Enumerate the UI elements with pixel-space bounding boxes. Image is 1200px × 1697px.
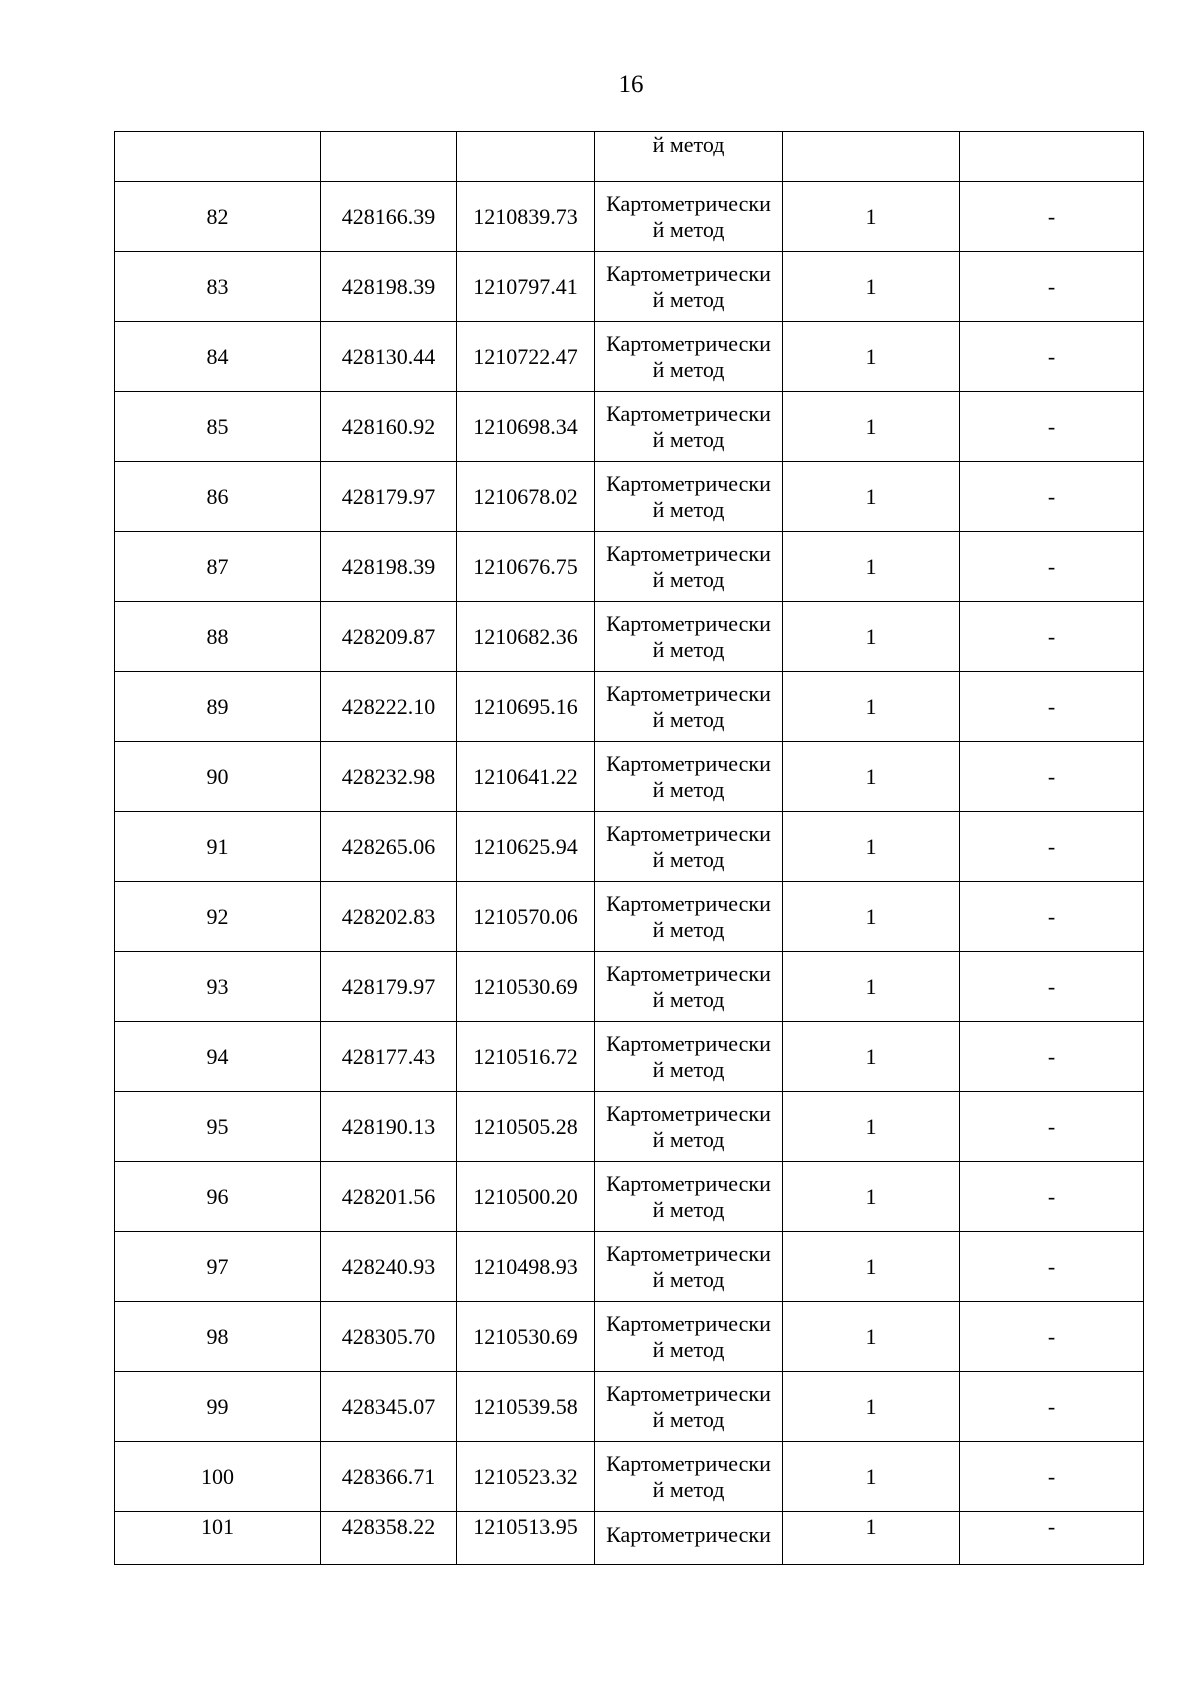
y-cell: 1210516.72 [457,1022,595,1092]
table-row [115,812,1144,882]
accuracy-cell: 1 [783,602,960,672]
method-text: Картометрически й метод [606,1380,771,1432]
page-number: 16 [618,71,644,98]
y-cell: 1210625.94 [457,812,595,882]
method-text: Картометрически [606,1522,771,1547]
description-cell: - [960,602,1144,672]
y-cell: 1210676.75 [457,532,595,602]
accuracy-cell: 1 [783,952,960,1022]
point-cell: 86 [115,462,321,532]
method-text: Картометрически й метод [606,1170,771,1222]
table-row [115,742,1144,812]
table-row [115,322,1144,392]
point-cell: 95 [115,1092,321,1162]
accuracy-cell: 1 [783,322,960,392]
y-cell [457,132,595,182]
method-cell [595,602,783,672]
method-cell [595,1022,783,1092]
method-text: Картометрически й метод [606,890,771,942]
coordinates-table [114,131,1144,1565]
accuracy-cell: 1 [783,1162,960,1232]
accuracy-cell: 1 [783,1372,960,1442]
point-cell: 98 [115,1302,321,1372]
x-cell: 428198.39 [321,532,457,602]
accuracy-cell: 1 [783,1092,960,1162]
method-cell [595,182,783,252]
x-cell: 428198.39 [321,252,457,322]
y-cell: 1210797.41 [457,252,595,322]
table-row [115,952,1144,1022]
accuracy-cell: 1 [783,1442,960,1512]
x-cell: 428190.13 [321,1092,457,1162]
x-cell: 428358.22 [321,1512,457,1565]
method-text: й метод [652,132,725,157]
table-row [115,1092,1144,1162]
table-row [115,392,1144,462]
method-text: Картометрически й метод [606,470,771,522]
method-cell [595,742,783,812]
accuracy-cell: 1 [783,182,960,252]
point-cell: 91 [115,812,321,882]
accuracy-cell: 1 [783,462,960,532]
point-cell: 101 [115,1512,321,1565]
description-cell: - [960,1022,1144,1092]
x-cell: 428166.39 [321,182,457,252]
method-text: Картометрически й метод [606,1030,771,1082]
x-cell: 428179.97 [321,952,457,1022]
description-cell: - [960,742,1144,812]
method-cell [595,462,783,532]
description-cell: - [960,392,1144,462]
description-cell: - [960,252,1144,322]
method-text: Картометрически й метод [606,540,771,592]
x-cell: 428209.87 [321,602,457,672]
x-cell: 428366.71 [321,1442,457,1512]
description-cell: - [960,1232,1144,1302]
x-cell [321,132,457,182]
accuracy-cell: 1 [783,252,960,322]
point-cell: 83 [115,252,321,322]
accuracy-cell: 1 [783,1302,960,1372]
table-body [115,132,1144,1565]
x-cell: 428240.93 [321,1232,457,1302]
description-cell: - [960,952,1144,1022]
method-text: Картометрически й метод [606,610,771,662]
method-text: Картометрически й метод [606,1310,771,1362]
accuracy-cell: 1 [783,882,960,952]
method-cell [595,1512,783,1565]
table-row [115,462,1144,532]
description-cell: - [960,462,1144,532]
point-cell: 93 [115,952,321,1022]
point-cell: 99 [115,1372,321,1442]
method-cell [595,812,783,882]
method-cell [595,1092,783,1162]
table-row [115,882,1144,952]
y-cell: 1210698.34 [457,392,595,462]
y-cell: 1210678.02 [457,462,595,532]
method-cell [595,1442,783,1512]
method-text: Картометрически й метод [606,190,771,242]
method-cell [595,952,783,1022]
accuracy-cell: 1 [783,1512,960,1565]
method-text: Картометрически й метод [606,1100,771,1152]
y-cell: 1210570.06 [457,882,595,952]
description-cell: - [960,182,1144,252]
x-cell: 428305.70 [321,1302,457,1372]
table-row [115,1372,1144,1442]
y-cell: 1210500.20 [457,1162,595,1232]
method-text: Картометрически й метод [606,680,771,732]
x-cell: 428232.98 [321,742,457,812]
accuracy-cell: 1 [783,1022,960,1092]
point-cell: 85 [115,392,321,462]
y-cell: 1210641.22 [457,742,595,812]
x-cell: 428201.56 [321,1162,457,1232]
method-text: Картометрически й метод [606,1240,771,1292]
y-cell: 1210530.69 [457,1302,595,1372]
point-cell: 92 [115,882,321,952]
method-text: Картометрически й метод [606,260,771,312]
y-cell: 1210505.28 [457,1092,595,1162]
x-cell: 428202.83 [321,882,457,952]
y-cell: 1210513.95 [457,1512,595,1565]
point-cell: 82 [115,182,321,252]
table-row [115,1232,1144,1302]
method-cell [595,882,783,952]
method-cell [595,322,783,392]
method-text: Картометрически й метод [606,330,771,382]
y-cell: 1210539.58 [457,1372,595,1442]
method-cell [595,392,783,462]
description-cell: - [960,1372,1144,1442]
method-cell [595,1162,783,1232]
point-cell [115,132,321,182]
method-text: Картометрически й метод [606,400,771,452]
y-cell: 1210839.73 [457,182,595,252]
method-cell [595,252,783,322]
point-cell: 87 [115,532,321,602]
x-cell: 428222.10 [321,672,457,742]
accuracy-cell: 1 [783,1232,960,1302]
table-row [115,672,1144,742]
x-cell: 428177.43 [321,1022,457,1092]
method-text: Картометрически й метод [606,750,771,802]
method-text: Картометрически й метод [606,960,771,1012]
method-cell [595,532,783,602]
y-cell: 1210695.16 [457,672,595,742]
table-row [115,532,1144,602]
point-cell: 94 [115,1022,321,1092]
description-cell: - [960,1092,1144,1162]
point-cell: 88 [115,602,321,672]
table-row [115,1442,1144,1512]
point-cell: 100 [115,1442,321,1512]
method-cell [595,132,783,182]
x-cell: 428179.97 [321,462,457,532]
point-cell: 96 [115,1162,321,1232]
table-row-last [115,1512,1144,1565]
accuracy-cell: 1 [783,672,960,742]
x-cell: 428130.44 [321,322,457,392]
method-cell [595,1372,783,1442]
y-cell: 1210722.47 [457,322,595,392]
method-text: Картометрически й метод [606,820,771,872]
table-row [115,182,1144,252]
description-cell: - [960,322,1144,392]
description-cell: - [960,1162,1144,1232]
accuracy-cell: 1 [783,532,960,602]
x-cell: 428160.92 [321,392,457,462]
method-cell [595,1232,783,1302]
table-row [115,1022,1144,1092]
description-cell: - [960,532,1144,602]
y-cell: 1210523.32 [457,1442,595,1512]
description-cell: - [960,672,1144,742]
table-row [115,602,1144,672]
y-cell: 1210682.36 [457,602,595,672]
method-cell [595,672,783,742]
x-cell: 428265.06 [321,812,457,882]
y-cell: 1210498.93 [457,1232,595,1302]
y-cell: 1210530.69 [457,952,595,1022]
method-text: Картометрически й метод [606,1450,771,1502]
description-cell: - [960,1302,1144,1372]
accuracy-cell: 1 [783,812,960,882]
description-cell: - [960,1512,1144,1565]
x-cell: 428345.07 [321,1372,457,1442]
table-row [115,252,1144,322]
point-cell: 89 [115,672,321,742]
method-cell [595,1302,783,1372]
accuracy-cell: 1 [783,742,960,812]
description-cell: - [960,812,1144,882]
point-cell: 90 [115,742,321,812]
point-cell: 97 [115,1232,321,1302]
point-cell: 84 [115,322,321,392]
description-cell: - [960,882,1144,952]
accuracy-cell [783,132,960,182]
table-row [115,1162,1144,1232]
table-row-continuation [115,132,1144,182]
description-cell: - [960,1442,1144,1512]
table-row [115,1302,1144,1372]
description-cell [960,132,1144,182]
accuracy-cell: 1 [783,392,960,462]
